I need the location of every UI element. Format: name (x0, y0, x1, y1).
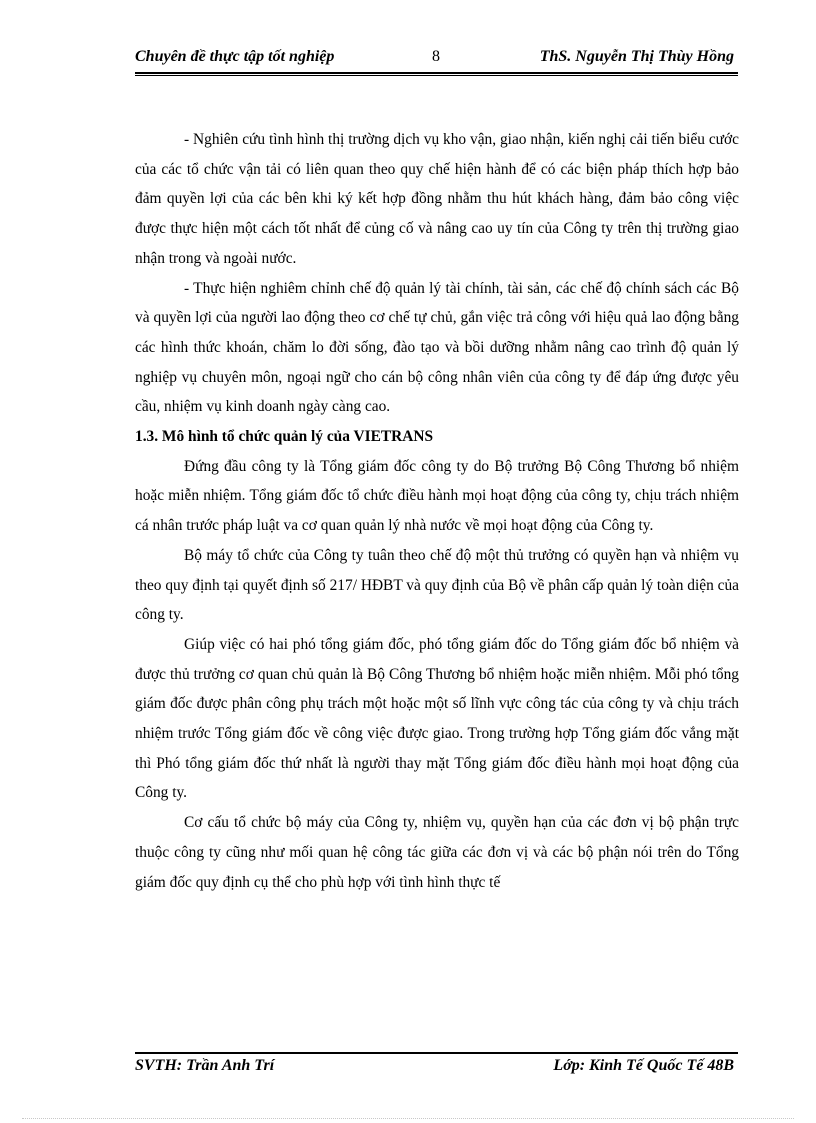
footer-class: Lớp: Kinh Tế Quốc Tế 48B (553, 1057, 734, 1074)
section-paragraph: Bộ máy tổ chức của Công ty tuân theo chế độ một thủ trưởng có quyền hạn và nhiệm vụ theo quy định tại quyết định số 217/ HĐBT và quy định của Bộ về phân cấp quản lý toàn diện của công ty. (135, 546, 739, 624)
page-footer (135, 1057, 738, 1081)
section-paragraph: Đứng đầu công ty là Tổng giám đốc công ty do Bộ trưởng Bộ Công Thương bổ nhiệm hoặc miễn nhiệm. Tổng giám đốc tổ chức điều hành mọi hoạt động của công ty, chịu trách nhiệm cá nhân trước pháp luật va cơ quan quản lý nhà nước về mọi hoạt động của Công ty. (135, 457, 739, 535)
section-paragraph: Cơ cấu tổ chức bộ máy của Công ty, nhiệm vụ, quyền hạn của các đơn vị bộ phận trực thuộc công ty cũng như mối quan hệ công tác giữa các đơn vị và các bộ phận nói trên do Tổng giám đốc quy định cụ thể cho phù hợp với tình hình thực tế (135, 814, 739, 891)
header-document-title: Chuyên đề thực tập tốt nghiệp (135, 48, 335, 65)
section-heading: 1.3. Mô hình tổ chức quản lý của VIETRANS (135, 428, 434, 446)
footer-student: SVTH: Trần Anh Trí (135, 1057, 275, 1074)
header-supervisor: ThS. Nguyễn Thị Thùy Hồng (539, 48, 734, 65)
page-body (135, 125, 739, 897)
header-page-number: 8 (432, 48, 440, 65)
footer-divider (135, 1052, 738, 1054)
header-divider (135, 75, 738, 76)
body-paragraph: - Nghiên cứu tình hình thị trường dịch vụ kho vận, giao nhận, kiến nghị cải tiến biểu cước của các tổ chức vận tải có liên quan theo quy chế hiện hành để có các biện pháp thích hợp bảo đảm quyền lợi của các bên khi ký kết hợp đồng nhằm thu hút khách hàng, đảm bảo công việc được thực hiện một cách tốt nhất để củng cố và nâng cao uy tín của Công ty trên thị trường giao nhận trong và ngoài nước. (135, 131, 739, 267)
body-paragraph: - Thực hiện nghiêm chỉnh chế độ quản lý tài chính, tài sản, các chế độ chính sách các Bộ và quyền lợi của người lao động theo cơ chế tự chủ, gắn việc trả công với hiệu quả lao động bằng các hình thức khoán, chăm lo đời sống, đào tạo và bồi dưỡng nhằm nâng cao trình độ quản lý nghiệp vụ chuyên môn, ngoại ngữ cho cán bộ công nhân viên của công ty để đáp ứng được yêu cầu, nhiệm vụ kinh doanh ngày càng cao. (135, 279, 739, 416)
page-header (135, 46, 738, 74)
section-paragraph: Giúp việc có hai phó tổng giám đốc, phó tổng giám đốc do Tổng giám đốc bổ nhiệm và được thủ trưởng cơ quan chủ quản là Bộ Công Thương bổ nhiệm hoặc miễn nhiệm. Mỗi phó tổng giám đốc được phân công phụ trách một hoặc một số lĩnh vực công tác của công ty và chịu trách nhiệm trước Tổng giám đốc về công việc được giao. Trong trường hợp Tổng giám đốc vắng mặt thì Phó tổng giám đốc thứ nhất là người thay mặt Tổng giám đốc điều hành mọi hoạt động của Công ty. (135, 635, 739, 802)
page-edge-divider (22, 1118, 794, 1119)
